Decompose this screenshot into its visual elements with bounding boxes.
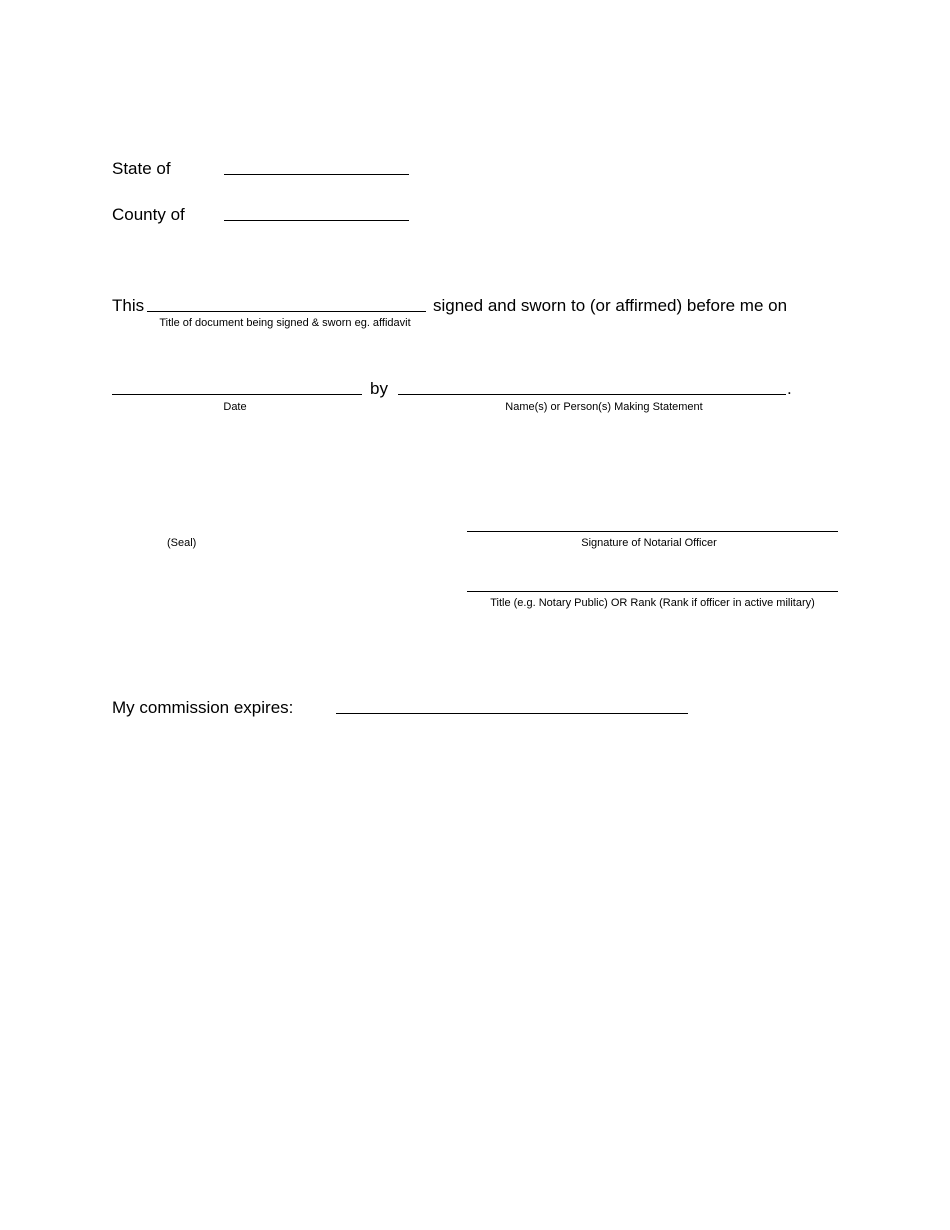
title-caption: Title (e.g. Notary Public) OR Rank (Rank if officer in active military) — [490, 597, 815, 609]
by-label: by — [370, 379, 388, 398]
county-blank-line[interactable] — [224, 220, 409, 221]
sworn-statement-text: signed and sworn to (or affirmed) before me on — [433, 296, 788, 315]
notary-signature-line[interactable] — [467, 531, 838, 532]
date-blank-line[interactable] — [112, 394, 362, 395]
end-period: . — [787, 379, 792, 398]
signature-caption: Signature of Notarial Officer — [581, 537, 717, 549]
this-label: This — [112, 296, 145, 315]
state-label: State of — [112, 159, 171, 178]
seal-label: (Seal) — [167, 537, 197, 549]
commission-expires-label: My commission expires: — [112, 698, 294, 717]
document-title-blank-line[interactable] — [147, 311, 426, 312]
county-label: County of — [112, 205, 185, 224]
date-caption: Date — [223, 401, 247, 413]
notary-title-line[interactable] — [467, 591, 838, 592]
commission-expires-line[interactable] — [336, 713, 688, 714]
persons-caption: Name(s) or Person(s) Making Statement — [505, 401, 703, 413]
document-title-caption: Title of document being signed & sworn eg. affidavit — [159, 317, 411, 329]
state-blank-line[interactable] — [224, 174, 409, 175]
persons-blank-line[interactable] — [398, 394, 786, 395]
